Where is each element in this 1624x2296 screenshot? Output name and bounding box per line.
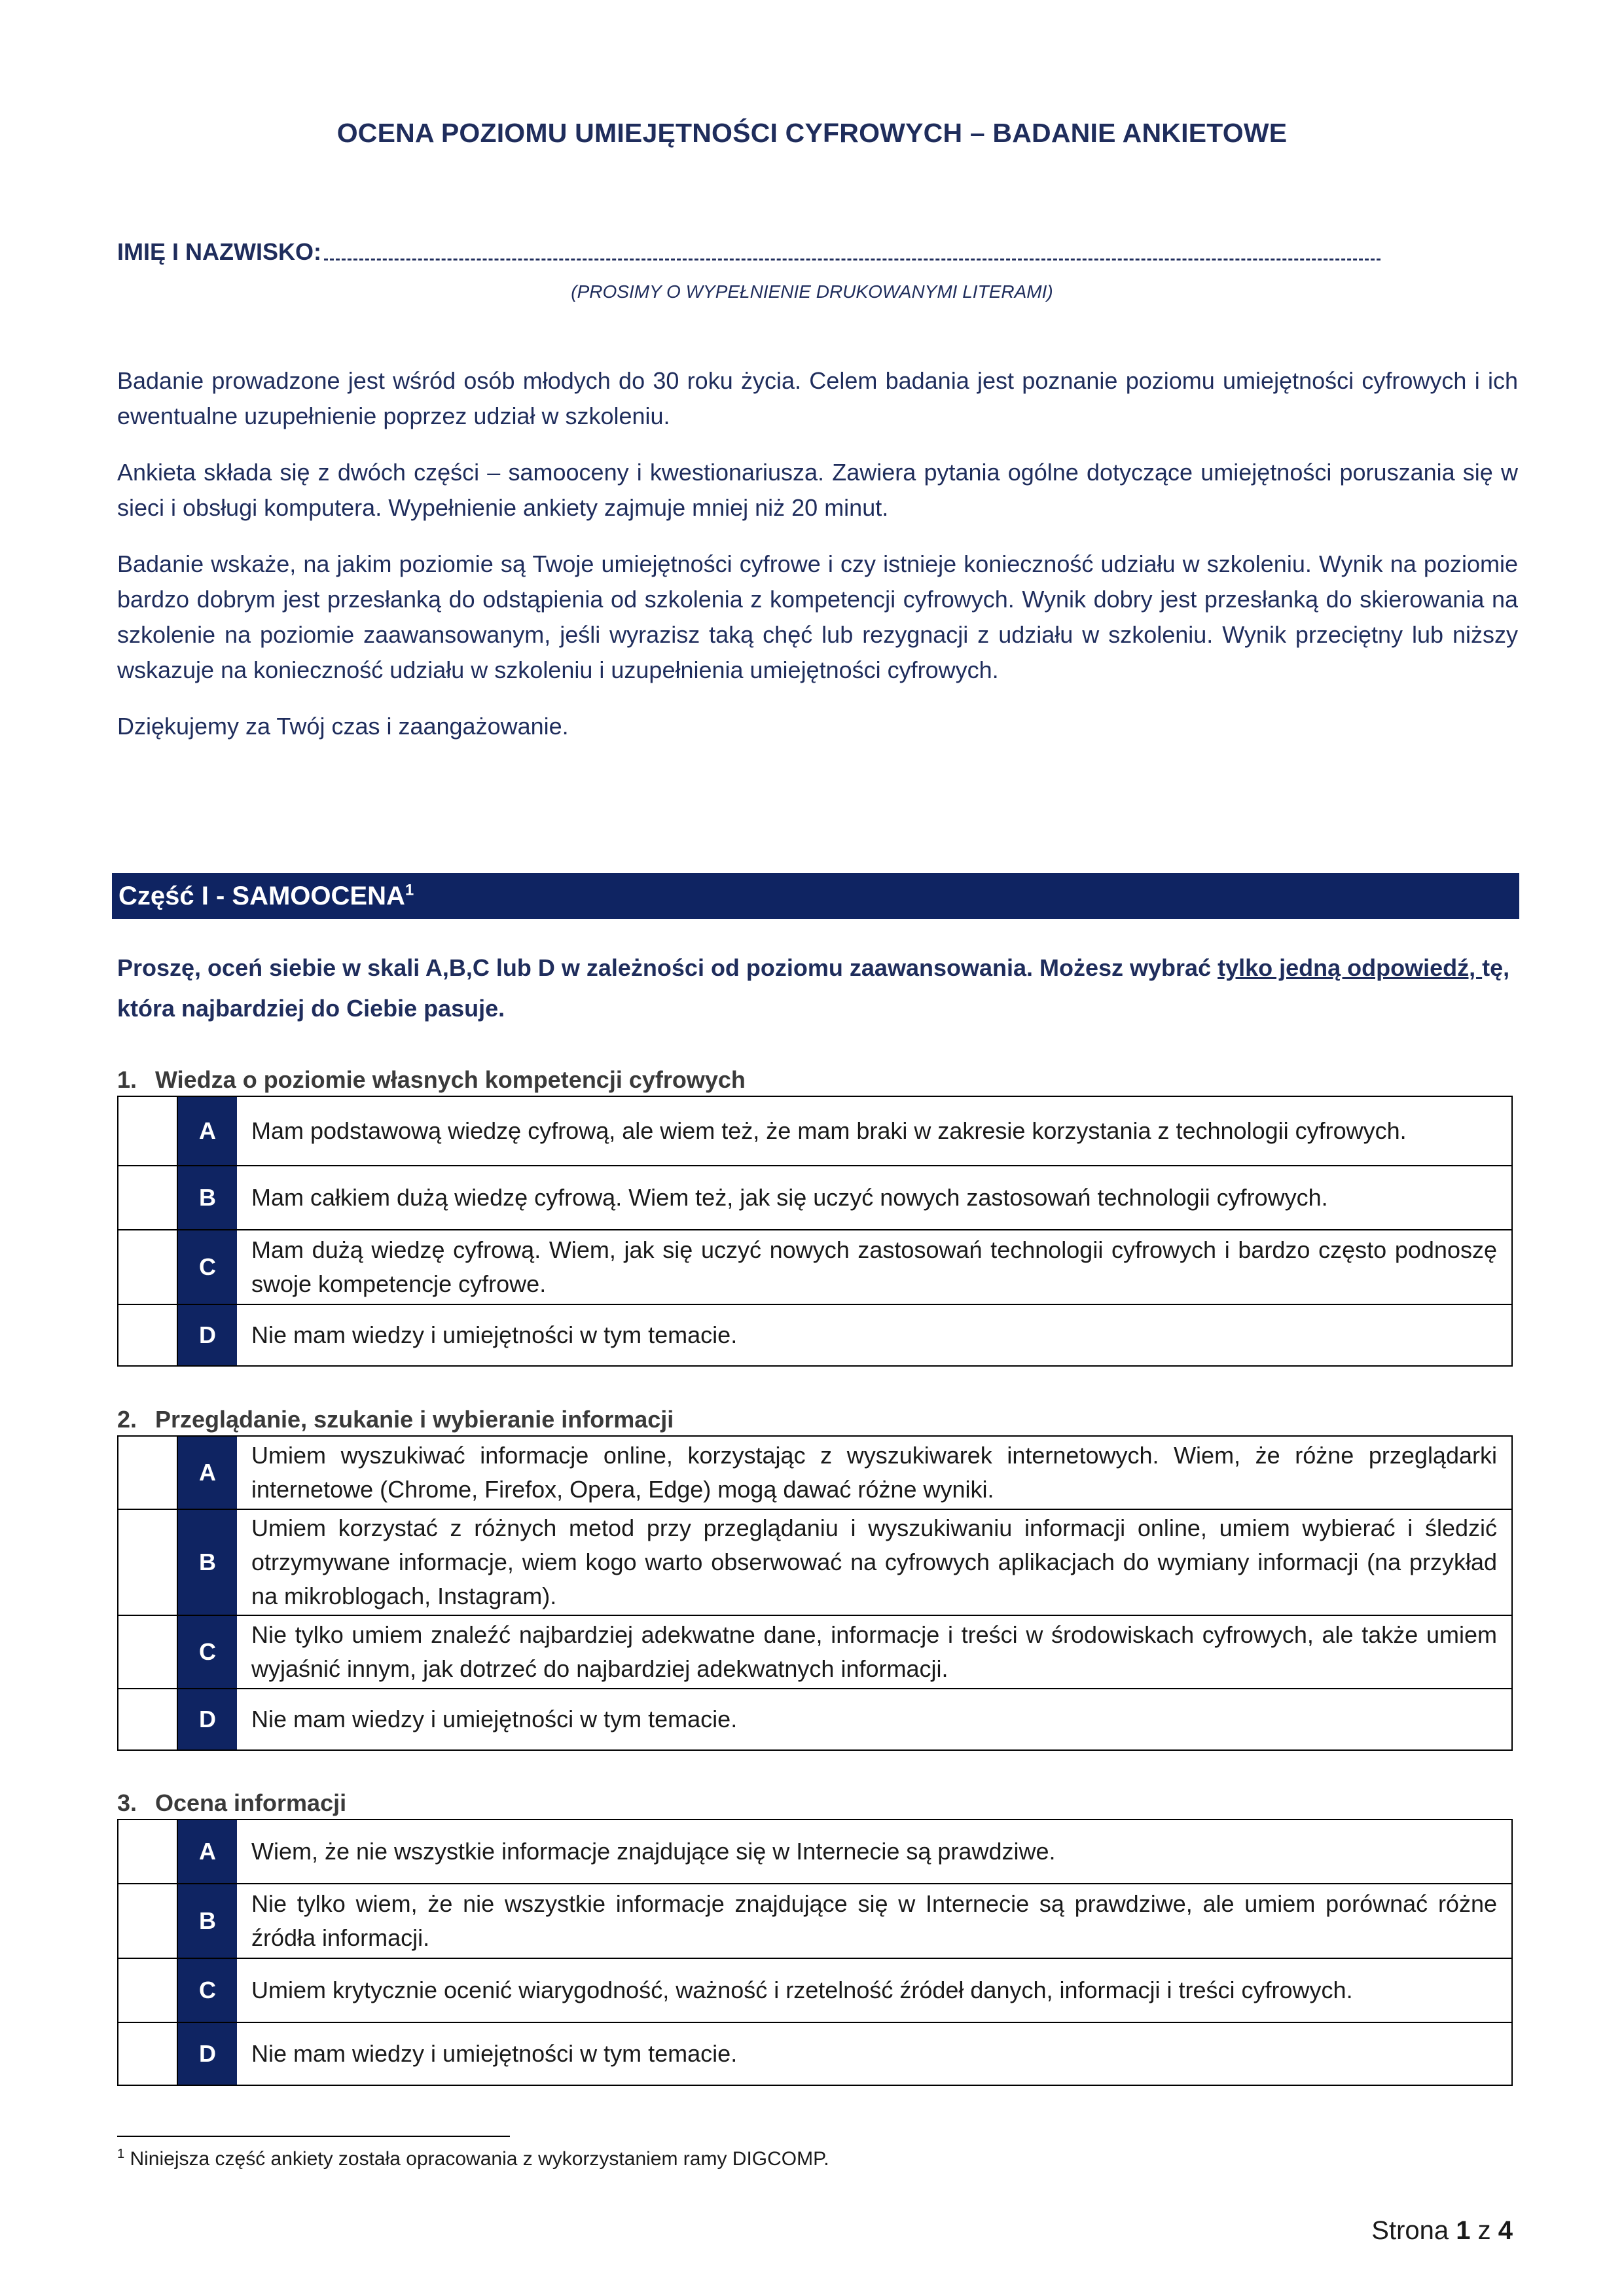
question-options-table: [117, 1096, 1513, 1367]
option-letter: B: [178, 1510, 237, 1615]
intro-paragraph: Ankieta składa się z dwóch części – samooceny i kwestionariusza. Zawiera pytania ogólne dotyczące umiejętności poruszania się w sieci i obsługi komputera. Wypełnienie ankiety zajmuje mniej niż 20 minut.: [117, 459, 1518, 521]
option-letter: A: [178, 1097, 237, 1165]
footnote-reference: 1: [405, 881, 414, 899]
option-letter: A: [178, 1820, 237, 1883]
question-title: [117, 1066, 746, 1094]
question-number: 1.: [117, 1066, 137, 1093]
footnote-text: Niniejsza część ankiety została opracowania z wykorzystaniem ramy DIGCOMP.: [124, 2148, 829, 2170]
footnote-divider: [117, 2136, 510, 2137]
intro-paragraph: Badanie wskaże, na jakim poziomie są Twoje umiejętności cyfrowe i czy istnieje konieczność udziału w szkoleniu. Wynik na poziomie bardzo dobrym jest przesłanką do odstąpienia od szkolenia z kompetencji cyfrowych. Wynik dobry jest przesłanką do skierowania na szkolenie na poziomie zaawansowanym, jeśli wyrazisz taką chęć lub rezygnacji z udziału w szkoleniu. Wynik przeciętny lub niższy wskazuje na konieczność udziału w szkoleniu i uzupełnienia umiejętności cyfrowych.: [117, 550, 1518, 683]
answer-checkbox[interactable]: [118, 1616, 178, 1688]
name-field-hint: (PROSIMY O WYPEŁNIENIE DRUKOWANYMI LITERAMI): [571, 281, 1053, 302]
footnote: [117, 2148, 829, 2170]
option-row: [118, 1689, 1511, 1749]
question-options-table: [117, 1819, 1513, 2086]
option-text: Umiem wyszukiwać informacje online, korzystając z wyszukiwarek internetowych. Wiem, że różne przeglądarki internetowe (Chrome, Firefox, Opera, Edge) mogą dawać różne wyniki.: [251, 1442, 1497, 1503]
option-text: Umiem krytycznie ocenić wiarygodność, ważność i rzetelność źródeł danych, informacji i treści cyfrowych.: [251, 1977, 1353, 2003]
name-field-line[interactable]: [324, 259, 1380, 260]
instruction-part2: tę, która najbardziej do Ciebie pasuje.: [117, 954, 1510, 1022]
option-text: Nie mam wiedzy i umiejętności w tym temacie.: [251, 1706, 738, 1732]
option-letter: D: [178, 2023, 237, 2085]
option-row: [118, 1510, 1511, 1616]
answer-checkbox[interactable]: [118, 1820, 178, 1883]
answer-checkbox[interactable]: [118, 1097, 178, 1165]
option-row: [118, 1959, 1511, 2023]
question-title-text: Przeglądanie, szukanie i wybieranie informacji: [155, 1406, 674, 1433]
option-row: [118, 1820, 1511, 1884]
option-row: [118, 1884, 1511, 1959]
answer-checkbox[interactable]: [118, 1305, 178, 1365]
question-title-text: Wiedza o poziomie własnych kompetencji cyfrowych: [155, 1066, 746, 1093]
option-letter: C: [178, 1230, 237, 1304]
intro-paragraph: Dziękujemy za Twój czas i zaangażowanie.: [117, 713, 569, 740]
option-row: [118, 1230, 1511, 1305]
option-text: Nie tylko wiem, że nie wszystkie informacje znajdujące się w Internecie są prawdziwe, ale umiem porównać różne źródła informacji.: [251, 1890, 1497, 1951]
option-letter: B: [178, 1884, 237, 1958]
question-title: [117, 1405, 674, 1434]
answer-checkbox[interactable]: [118, 1166, 178, 1229]
option-text: Mam podstawową wiedzę cyfrową, ale wiem też, że mam braki w zakresie korzystania z technologii cyfrowych.: [251, 1117, 1407, 1144]
option-letter: C: [178, 1616, 237, 1688]
intro-paragraph: Badanie prowadzone jest wśród osób młodych do 30 roku życia. Celem badania jest poznanie poziomu umiejętności cyfrowych i ich ewentualne uzupełnienie poprzez udział w szkoleniu.: [117, 367, 1518, 429]
name-field-row: [117, 230, 1380, 266]
option-letter: A: [178, 1437, 237, 1509]
answer-checkbox[interactable]: [118, 1959, 178, 2022]
answer-checkbox[interactable]: [118, 1230, 178, 1304]
question-options-table: [117, 1435, 1513, 1751]
option-row: [118, 1305, 1511, 1365]
option-text: Wiem, że nie wszystkie informacje znajdujące się w Internecie są prawdziwe.: [251, 1838, 1056, 1865]
option-letter: C: [178, 1959, 237, 2022]
option-letter: D: [178, 1305, 237, 1365]
option-row: [118, 2023, 1511, 2085]
instruction-underlined: tylko jedną odpowiedź,: [1218, 954, 1483, 981]
section-title: Część I - SAMOOCENA: [118, 882, 405, 910]
answer-checkbox[interactable]: [118, 1510, 178, 1615]
page-total: 4: [1498, 2216, 1513, 2245]
page-number-separator: z: [1470, 2216, 1498, 2245]
section-header: [112, 873, 1519, 919]
page-number: [1371, 2216, 1513, 2246]
answer-checkbox[interactable]: [118, 1437, 178, 1509]
question-number: 3.: [117, 1789, 137, 1816]
question-title: [117, 1789, 346, 1818]
footnote-mark: 1: [117, 2147, 125, 2161]
page-current: 1: [1456, 2216, 1471, 2245]
option-text: Nie tylko umiem znaleźć najbardziej adekwatne dane, informacje i treści w środowiskach cyfrowych, ale także umiem wyjaśnić innym, jak dotrzeć do najbardziej adekwatnych informacji.: [251, 1621, 1497, 1682]
option-text: Mam całkiem dużą wiedzę cyfrową. Wiem też, jak się uczyć nowych zastosowań technologii cyfrowych.: [251, 1184, 1328, 1211]
option-letter: B: [178, 1166, 237, 1229]
option-row: [118, 1097, 1511, 1166]
instruction-part1: Proszę, oceń siebie w skali A,B,C lub D w zależności od poziomu zaawansowania. Możesz wybrać: [117, 954, 1218, 981]
answer-checkbox[interactable]: [118, 1884, 178, 1958]
option-text: Mam dużą wiedzę cyfrową. Wiem, jak się uczyć nowych zastosowań technologii cyfrowych i bardzo często podnoszę swoje kompetencje cyfrowe.: [251, 1236, 1497, 1297]
option-row: [118, 1166, 1511, 1230]
page-title: OCENA POZIOMU UMIEJĘTNOŚCI CYFROWYCH – BADANIE ANKIETOWE: [336, 118, 1288, 148]
option-text: Nie mam wiedzy i umiejętności w tym temacie.: [251, 1321, 738, 1348]
intro-text: [117, 363, 1518, 765]
page-number-prefix: Strona: [1371, 2216, 1456, 2245]
name-field-label: IMIĘ I NAZWISKO:: [117, 238, 321, 265]
question-number: 2.: [117, 1406, 137, 1433]
answer-checkbox[interactable]: [118, 2023, 178, 2085]
option-row: [118, 1437, 1511, 1510]
option-text: Nie mam wiedzy i umiejętności w tym temacie.: [251, 2040, 738, 2067]
option-text: Umiem korzystać z różnych metod przy przeglądaniu i wyszukiwaniu informacji online, umiem wybierać i śledzić otrzymywane informacje, wiem kogo warto obserwować na cyfrowych aplikacjach do wymiany informacji (na przykład na mikroblogach, Instagram).: [251, 1515, 1497, 1609]
option-row: [118, 1616, 1511, 1689]
answer-checkbox[interactable]: [118, 1689, 178, 1749]
question-title-text: Ocena informacji: [155, 1789, 347, 1816]
instruction-text: [117, 948, 1518, 1029]
option-letter: D: [178, 1689, 237, 1749]
